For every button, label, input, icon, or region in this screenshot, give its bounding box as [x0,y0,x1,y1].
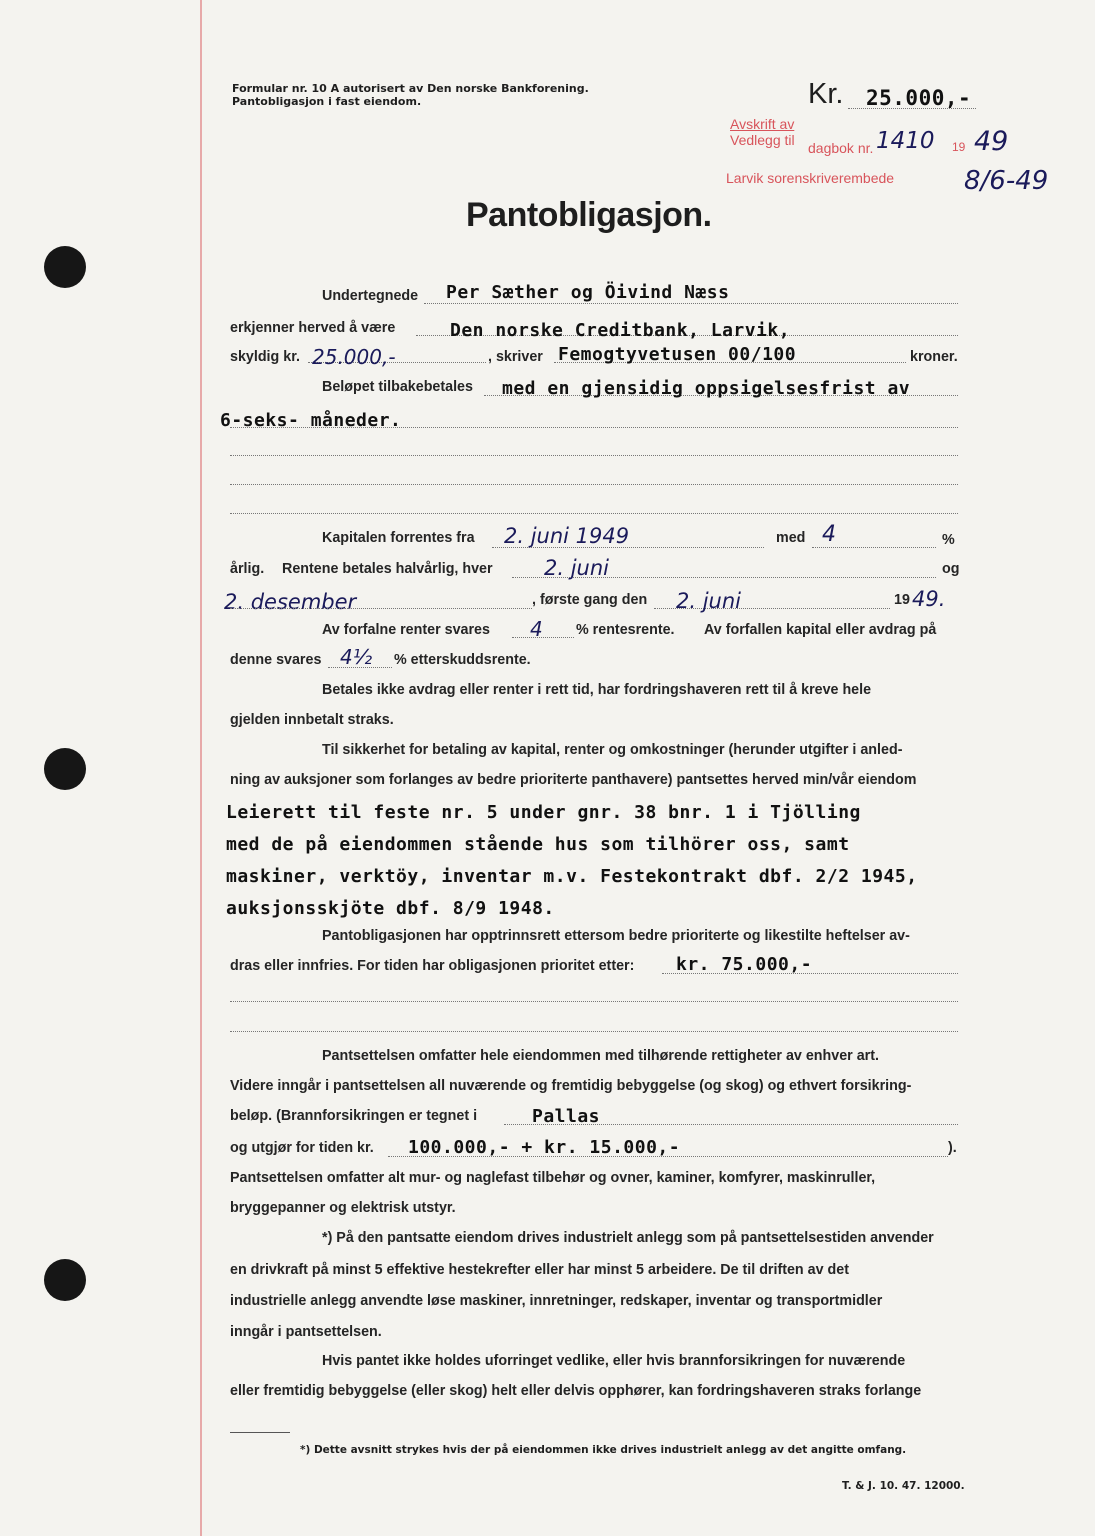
percent-sign: % [942,532,955,548]
coverage-line4: og utgjør for tiden kr. [230,1140,374,1156]
coverage-line4-end: ). [948,1140,957,1156]
blank-rule [230,427,958,428]
rentene-label: Rentene betales halvårlig, hver [282,561,493,577]
formular-note-line1: Formular nr. 10 A autorisert av Den norske Bankforening. [232,82,589,95]
margin-rule [200,0,202,1536]
avforfalne-label: Av forfalne renter svares [322,622,490,638]
amount-label: Kr. [808,78,844,110]
blank-rule [230,455,958,456]
insured-value: 100.000,- + kr. 15.000,- [408,1137,681,1158]
erkjenner-label: erkjenner herved å være [230,320,396,336]
forste-label: , første gang den [532,592,648,608]
sikkerhet-line2: ning av auksjoner som forlanges av bedre prioriterte panthavere) pantsettes herved min/vår eiendom [230,772,917,788]
stamp-dagbok-label: dagbok nr. [808,140,874,156]
stamp-line2: Vedlegg til [730,132,795,148]
punch-hole [44,246,86,288]
desember-value: 2. desember [224,590,357,614]
arlig-label: årlig. [230,561,265,577]
stamp-date: 8/6-49 [964,166,1049,196]
property-line1: Leierett til feste nr. 5 under gnr. 38 bnr. 1 i Tjölling [226,802,861,823]
industrial-line4: inngår i pantsettelsen. [230,1324,382,1340]
sikkerhet-line1: Til sikkerhet for betaling av kapital, renter og omkostninger (herunder utgifter i anled- [322,742,903,758]
maintenance-line2: eller fremtidig bebyggelse (eller skog) helt eller delvis opphører, kan fordringshaveren straks forlange [230,1383,922,1399]
stamp-line1: Avskrift av [730,116,795,132]
rentesrente-value: 4 [530,617,543,641]
skriver-label: , skriver [488,349,543,365]
blank-rule [230,1031,958,1032]
stamp-year: 49 [974,126,1009,157]
stamp-dagbok-number: 1410 [876,128,935,154]
footnote-rule [230,1432,290,1433]
forste-year-prefix: 19 [894,592,910,608]
stamp-office: Larvik sorenskriverembede [726,170,895,186]
belopet-label: Beløpet tilbakebetales [322,379,473,395]
rentesrente-rule [512,637,574,638]
erkjenner-value: Den norske Creditbank, Larvik, [450,320,791,341]
amount-rule [848,108,976,109]
belopet-value: med en gjensidig oppsigelsesfrist av [502,378,911,399]
formular-note-line2: Pantobligasjon i fast eiendom. [232,95,422,108]
avforfallen-label: Av forfallen kapital eller avdrag på [704,622,937,638]
coverage-line1: Pantsettelsen omfatter hele eiendommen med tilhørende rettigheter av enhver art. [322,1048,879,1064]
med-label: med [776,530,806,546]
etterskudd-value: 4½ [340,645,373,669]
punch-hole [44,748,86,790]
property-line2: med de på eiendommen stående hus som tilhörer oss, samt [226,834,850,855]
undertegnede-value: Per Sæther og Öivind Næss [446,282,730,303]
betales-line1: Betales ikke avdrag eller renter i rett tid, har fordringshaveren rett til å kreve hele [322,682,872,698]
skyldig-label: skyldig kr. [230,349,300,365]
betales-line2: gjelden innbetalt straks. [230,712,394,728]
skyldig-value: 25.000,- [312,345,396,369]
document-title: Pantobligasjon. [466,196,712,234]
punch-hole [44,1259,86,1301]
blank-rule [230,513,958,514]
coverage-line5: Pantsettelsen omfatter alt mur- og naglefast tilbehør og ovner, kaminer, komfyrer, maskinruller, [230,1170,876,1186]
forste-year: 49. [912,587,946,611]
coverage-line6: bryggepanner og elektrisk utstyr. [230,1200,456,1216]
undertegnede-rule [424,303,958,304]
rentene-value: 2. juni [544,556,609,580]
coverage-line3: beløp. (Brannforsikringen er tegnet i [230,1108,478,1124]
stamp-year-prefix: 19 [952,140,966,154]
belopet-value-continued: 6-seks- måneder. [220,410,402,431]
priority-value: kr. 75.000,- [676,954,813,975]
kroner-label: kroner. [910,349,958,365]
amount-value: 25.000,- [866,86,972,110]
industrial-line2: en drivkraft på minst 5 effektive hestekrefter eller har minst 5 arbeidere. De til driften av det [230,1262,849,1278]
insurer-value: Pallas [532,1106,601,1127]
blank-rule [230,1001,958,1002]
rentesrente-label: % rentesrente. [576,622,675,638]
med-rule [812,547,936,548]
priority-line2: dras eller innfries. For tiden har obligasjonen prioritet etter: [230,958,635,974]
skriver-value: Femogtyvetusen 00/100 [558,344,797,365]
undertegnede-label: Undertegnede [322,288,419,304]
etterskudd-label: % etterskuddsrente. [394,652,531,668]
denne-label: denne svares [230,652,322,668]
maintenance-line1: Hvis pantet ikke holdes uforringet vedlike, eller hvis brannforsikringen for nuværende [322,1353,906,1369]
industrial-line1: *) På den pantsatte eiendom drives industrielt anlegg som på pantsettelsestiden anvender [322,1230,934,1246]
kapitalen-label: Kapitalen forrentes fra [322,530,475,546]
coverage-line2: Videre inngår i pantsettelsen all nuværende og fremtidig bebyggelse (og skog) og ethvert forsikring- [230,1078,912,1094]
kapitalen-value: 2. juni 1949 [504,524,630,548]
property-line4: auksjonsskjöte dbf. 8/9 1948. [226,898,555,919]
og-label: og [942,561,960,577]
footnote: *) Dette avsnitt strykes hvis der på eiendommen ikke drives industrielt anlegg av det angitte omfang. [300,1444,907,1456]
printer-mark: T. & J. 10. 47. 12000. [842,1480,965,1492]
blank-rule [230,484,958,485]
priority-line1: Pantobligasjonen har opptrinnsrett ettersom bedre prioriterte og likestilte heftelser av- [322,928,910,944]
forste-value: 2. juni [676,589,741,613]
desember-rule [230,608,532,609]
med-value: 4 [822,522,836,547]
property-line3: maskiner, verktöy, inventar m.v. Festekontrakt dbf. 2/2 1945, [226,866,918,887]
industrial-line3: industrielle anlegg anvendte løse maskiner, innretninger, redskaper, inventar og transportmidler [230,1293,883,1309]
